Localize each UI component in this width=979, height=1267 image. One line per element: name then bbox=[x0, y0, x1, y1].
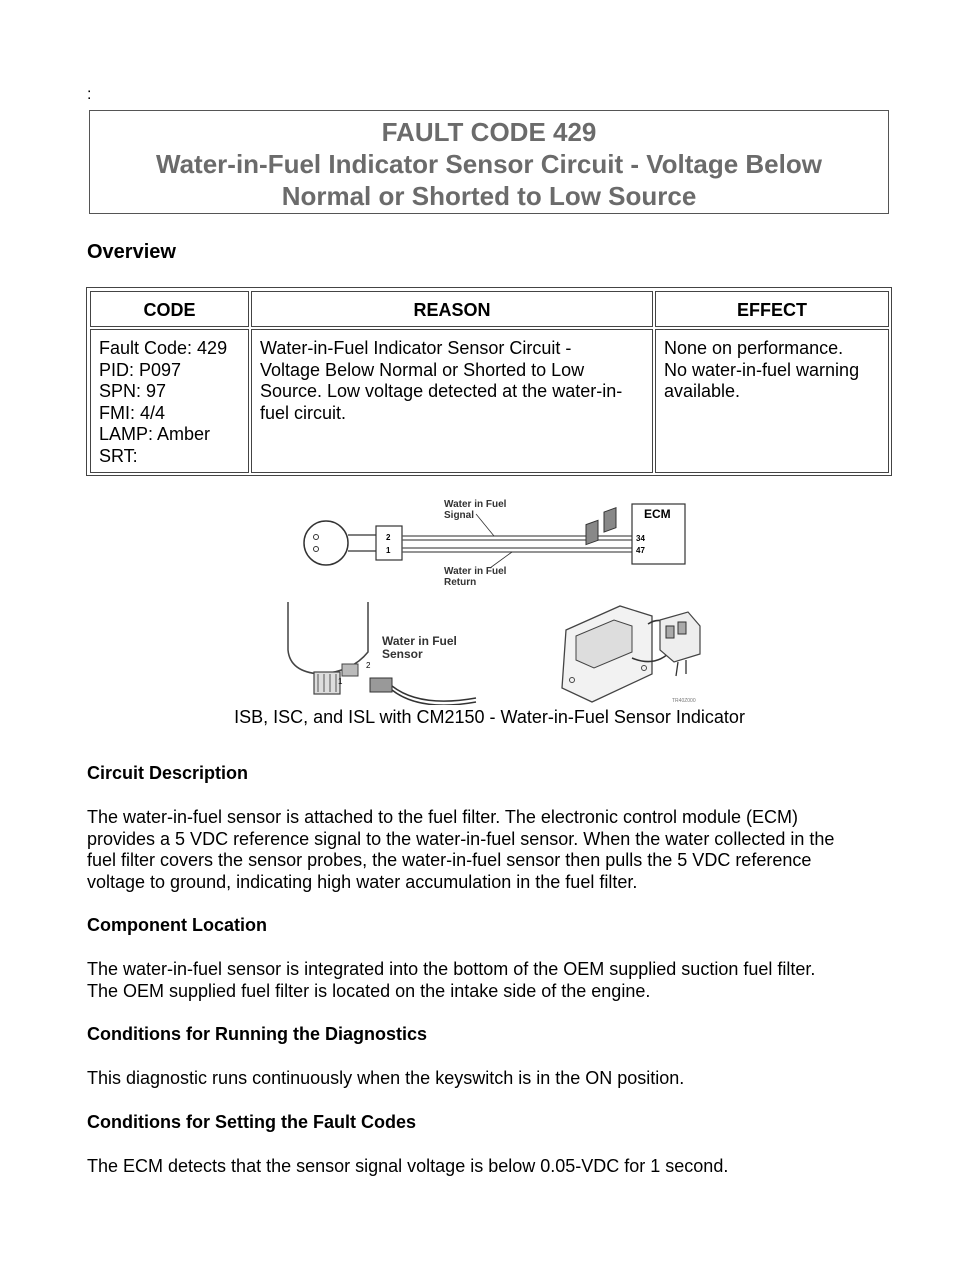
reason-cell bbox=[251, 329, 653, 473]
reason-line: Voltage Below Normal or Shorted to Low bbox=[260, 359, 585, 380]
fault-code-title: FAULT CODE 429 bbox=[381, 117, 597, 147]
code-line: FMI: 4/4 bbox=[99, 402, 166, 423]
fault-description-line1: Water-in-Fuel Indicator Sensor Circuit - Voltage Below bbox=[156, 149, 822, 179]
sensor-symbol-icon bbox=[304, 521, 348, 565]
code-line: SRT: bbox=[99, 445, 138, 466]
section-heading-running-diagnostics: Conditions for Running the Diagnostics bbox=[87, 1024, 427, 1044]
running-diagnostics-text: This diagnostic runs continuously when the keyswitch is in the ON position. bbox=[87, 1068, 685, 1088]
harness-connector-icon bbox=[660, 612, 700, 676]
ecm-pin-34: 34 bbox=[636, 534, 645, 543]
code-line: LAMP: Amber bbox=[99, 424, 211, 444]
sensor-connector-icon bbox=[370, 678, 392, 692]
code-line: PID: P097 bbox=[99, 359, 182, 380]
reason-line: Water-in-Fuel Indicator Sensor Circuit - bbox=[260, 338, 572, 358]
wiring-diagram bbox=[280, 490, 710, 705]
reason-line: fuel circuit. bbox=[260, 402, 347, 423]
setting-fault-codes-text: The ECM detects that the sensor signal voltage is below 0.05-VDC for 1 second. bbox=[87, 1156, 729, 1176]
header-effect: EFFECT bbox=[655, 291, 889, 327]
sensor-pin-1: 1 bbox=[338, 677, 343, 686]
title-box bbox=[89, 110, 889, 214]
sensor-probe-icon bbox=[314, 535, 319, 540]
fuel-filter-icon bbox=[288, 602, 368, 674]
header-reason: REASON bbox=[251, 291, 653, 327]
return-label-line2: Return bbox=[444, 577, 477, 588]
effect-cell bbox=[655, 329, 889, 473]
ecm-pin-47: 47 bbox=[636, 546, 645, 555]
wif-sensor-icon bbox=[342, 664, 358, 676]
effect-line: available. bbox=[664, 381, 741, 401]
code-line: SPN: 97 bbox=[99, 381, 167, 401]
section-heading-circuit-description: Circuit Description bbox=[87, 763, 249, 783]
fault-description-line2: Normal or Shorted to Low Source bbox=[281, 181, 697, 211]
header-code: CODE bbox=[90, 291, 249, 327]
sensor-label-line1: Water in Fuel bbox=[382, 634, 457, 648]
code-line: Fault Code: 429 bbox=[99, 338, 228, 358]
leading-colon: : bbox=[87, 86, 92, 103]
figure-id: TR40Z000 bbox=[672, 698, 696, 704]
sensor-label-line2: Sensor bbox=[382, 647, 423, 661]
sensor-pin-2: 2 bbox=[366, 661, 371, 670]
effect-line: None on performance. bbox=[664, 338, 844, 358]
connector-pin-1: 1 bbox=[386, 546, 391, 555]
sensor-probe-icon bbox=[314, 547, 319, 552]
effect-line: No water-in-fuel warning bbox=[664, 359, 860, 380]
figure-caption: ISB, ISC, and ISL with CM2150 - Water-in-Fuel Sensor Indicator bbox=[234, 707, 745, 727]
overview-heading: Overview bbox=[87, 241, 176, 263]
code-cell bbox=[90, 329, 249, 473]
connector-pin-2: 2 bbox=[386, 533, 391, 542]
return-label-line1: Water in Fuel bbox=[444, 566, 507, 577]
fault-table bbox=[86, 287, 892, 476]
signal-label-line2: Signal bbox=[444, 510, 475, 521]
section-heading-setting-fault-codes: Conditions for Setting the Fault Codes bbox=[87, 1112, 416, 1132]
section-heading-component-location: Component Location bbox=[87, 915, 267, 935]
ecm-label: ECM bbox=[644, 507, 671, 521]
component-location-text: The water-in-fuel sensor is integrated into the bottom of the OEM supplied suction fuel filter. The OEM supplied fuel filter is located on the intake side of the engine. bbox=[87, 959, 816, 1001]
circuit-description-text: The water-in-fuel sensor is attached to the fuel filter. The electronic control module (ECM) provides a 5 VDC reference signal to the water-in-fuel sensor. When the water collected in the fuel filter covers the sensor probes, the water-in-fuel sensor then pulls the 5 VDC reference voltage to ground, indicating high water accumulation in the fuel filter. bbox=[87, 807, 835, 892]
signal-label-line1: Water in Fuel bbox=[444, 499, 507, 510]
reason-line: Source. Low voltage detected at the water-in- bbox=[260, 381, 623, 401]
